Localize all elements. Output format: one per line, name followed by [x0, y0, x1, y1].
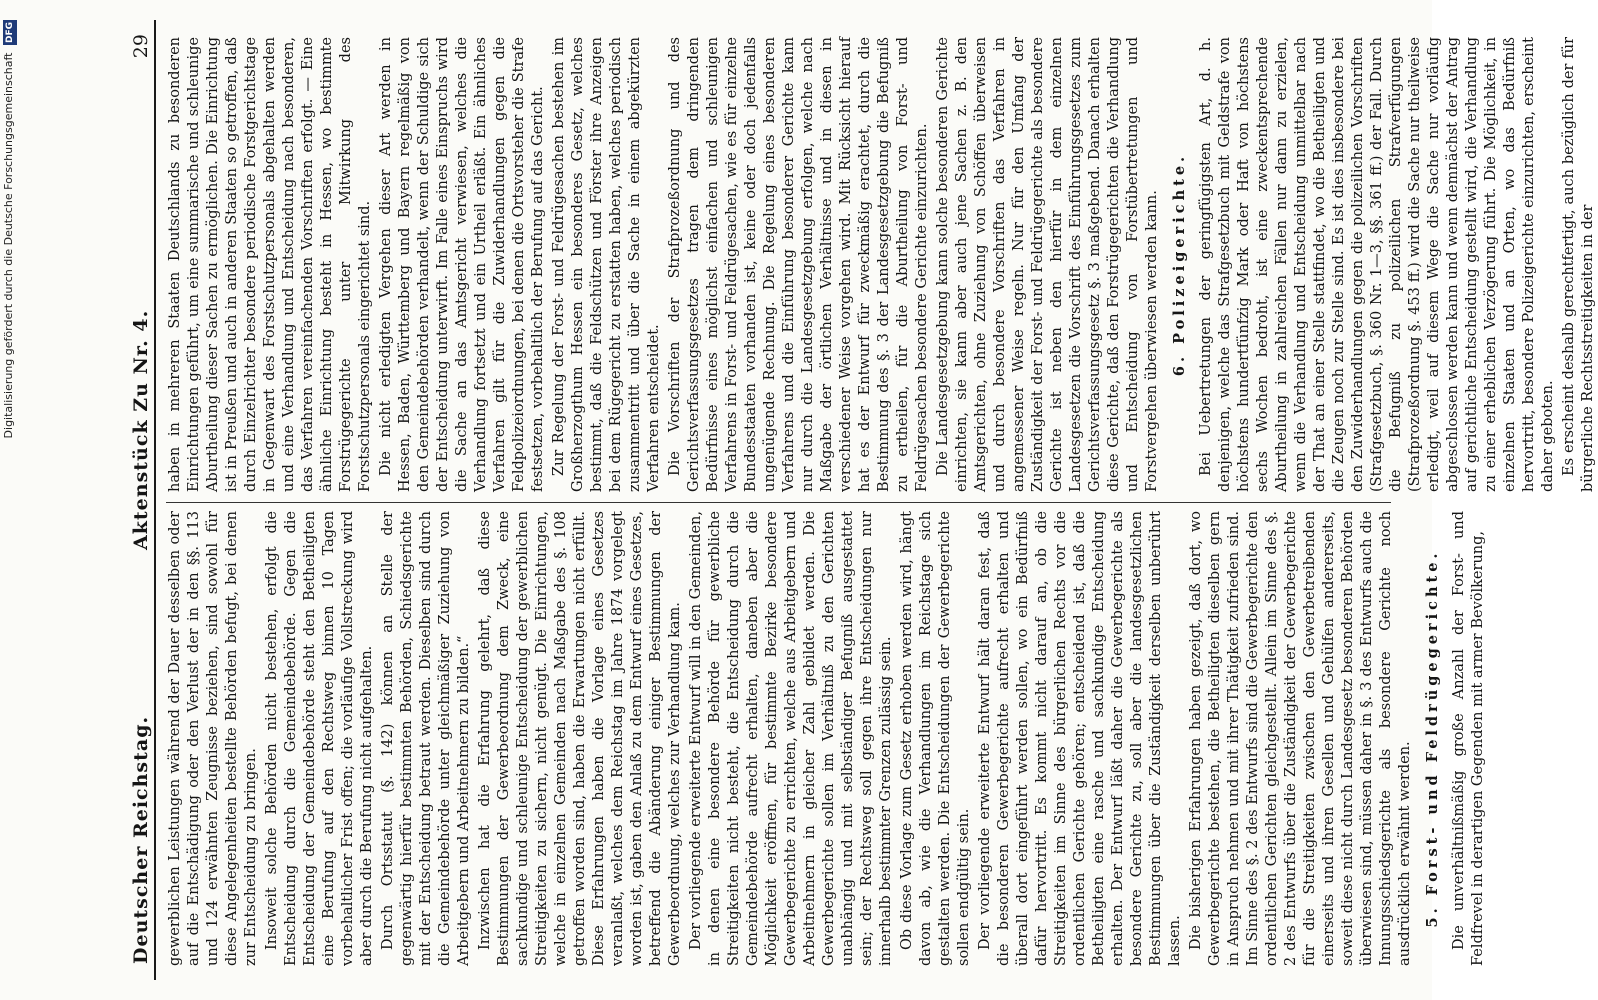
paragraph: Insoweit solche Behörden nicht bestehen, erfolgt die Entscheidung durch die Gemeindebehörde. Gegen die Entscheidung der Gemeindebehörde steht den Betheiligten eine Berufung auf den Rechtsweg binnen 10 Tagen vorbehaltlicher Frist offen; die vorläufige Vollstreckung wird aber durch die Berufung nicht aufgehalten. — [264, 511, 375, 966]
paragraph: Die bisherigen Erfahrungen haben gezeigt, daß dort, wo Gewerbegerichte bestehen, die Betheiligten dieselben gern in Anspruch nehmen und mit ihrer Thätigkeit zufrieden sind. Im Sinne des §. 2 des Entwurfs sind die Gewerbegerichte den ordentlichen Gerichten gleichgestellt. Allein im Sinne des §. 2 des Entwurfs über die Zuständigkeit der Gewerbegerichte für die Streitigkeiten zwischen den Gewerbetreibenden einerseits und ihren Gesellen und Gehülfen andererseits, soweit diese nicht durch Landesgesetz besonderen Behörden überwiesen sind, müssen daher in §. 3 des Entwurfs auch die Innungsschiedsgerichte als besondere Gerichte noch ausdrücklich erwähnt werden. — [1188, 511, 1413, 966]
running-head-document-number: Aktenstück Zu Nr. 4. — [130, 309, 152, 550]
text-column-right — [166, 37, 1596, 492]
paragraph: Durch Ortsstatut (§. 142) können an Stelle der gegenwärtig hierfür bestimmten Behörden, Schiedsgerichte mit der Entscheidung betraut werden. Dieselben sind durch die Gemeindebehörde unter gleichmäßiger Zuziehung von Arbeitgebern und Arbeitnehmern zu bilden.“ — [380, 511, 472, 966]
digitization-footer — [2, 20, 16, 995]
paragraph: gewerblichen Leistungen während der Dauer desselben oder auf die Entschädigung oder den Verlust der in den §§. 113 und 124 erwähnten Zeugnisse beziehen, sind sowohl für diese Angelegenheiten bestellte Behörden befugt, bei denen zur Entscheidung zu bringen. — [167, 511, 259, 966]
scanned-page — [130, 20, 1596, 980]
paragraph: Die Vorschriften der Strafprozeßordnung und des Gerichtsverfassungsgesetzes tragen dem dringenden Bedürfnisse eines möglichst einfachen und schleunigen Verfahrens in Forst- und Feldrügesachen, wie es für einzelne Bundesstaaten vorhanden ist, keine oder doch jedenfalls ungenügende Rechnung. Die Regelung eines besonderen Verfahrens und die Einführung besonderer Gerichte kann nur durch die Landesgesetzgebung erfolgen, welche nach Maßgabe der örtlichen Verhältnisse und in diesen in verschiedener Weise vorgehen wird. Mit Rücksicht hierauf hat es der Entwurf für zweckmäßig erachtet, durch die Bestimmung des §. 3 der Landesgesetzgebung die Befugniß zu ertheilen, für die Aburtheilung von Forst- und Feldrügesachen besondere Gerichte einzurichten. — [667, 37, 930, 492]
section-heading: 6. Polizeigerichte. — [1171, 152, 1188, 377]
digitization-note: Digitalisierung gefördert durch die Deutsche Forschungsgemeinschaft — [2, 52, 15, 439]
paragraph: Inzwischen hat die Erfahrung gelehrt, daß diese Bestimmungen der Gewerbeordnung dem Zweck, eine sachkundige und schleunige Entscheidung der gewerblichen Streitigkeiten zu sichern, nicht genügt. Die Einrichtungen, welche in einzelnen Gemeinden nach Maßgabe des §. 108 getroffen worden sind, haben die Erwartungen nicht erfüllt. Diese Erfahrungen haben die Vorlage eines Gesetzes veranlaßt, welches dem Reichstag im Jahre 1874 vorgelegt worden ist, gaben den Anlaß zu dem Entwurf eines Gesetzes, betreffend die Abänderung einiger Bestimmungen der Gewerbeordnung, welches zur Verhandlung kam. — [477, 511, 683, 966]
paragraph: Der vorliegende erweiterte Entwurf hält daran fest, daß die besonderen Gewerbegerichte aufrecht erhalten und überall dort eingeführt werden sollen, wo ein Bedürfniß dafür hervortritt. Es kommt nicht darauf an, ob die Streitigkeiten im Sinne des bürgerlichen Rechts vor die ordentlichen Gerichte gehören; entscheidend ist, daß die Betheiligten eine rasche und sachkundige Entscheidung erhalten. Der Entwurf läßt daher die Gewerbegerichte als besondere Gerichte zu, soll aber die landesgesetzlichen Bestimmungen über die Zuständigkeit derselben unberührt lassen. — [977, 511, 1183, 966]
paragraph: Bei Uebertretungen der geringfügigsten Art, d. h. denjenigen, welche das Strafgesetzbuch mit Geldstrafe von höchstens hundertfünfzig Mark oder Haft von höchstens sechs Wochen bedroht, ist eine zweckentsprechende Aburtheilung in zahlreichen Fällen nur dann zu erzielen, wenn die Verhandlung und Entscheidung unmittelbar nach der That an einer Stelle stattfindet, wo die Betheiligten und die Zeugen noch zur Stelle sind. Es ist dies insbesondere bei den Zuwiderhandlungen gegen die polizeilichen Vorschriften (Strafgesetzbuch, §. 360 Nr. 1—3, §§. 361 ff.) der Fall. Durch die Befugniß zu polizeilichen Strafverfügungen (Strafprozeßordnung §. 453 ff.) wird die Sache nur theilweise erledigt, weil auf diesem Wege die Sache nur vorläufig abgeschlossen werden kann und wenn demnächst der Antrag auf gerichtliche Entscheidung gestellt wird, die Verhandlung zu einer erheblichen Verzögerung führt. Die Möglichkeit, in einzelnen Staaten und an Orten, wo das Bedürfniß hervortritt, besondere Polizeigerichte einzurichten, erscheint daher geboten. — [1198, 37, 1556, 492]
footer-text — [2, 20, 16, 995]
text-column-left — [166, 511, 1486, 966]
paragraph: Zur Regelung der Forst- und Feldrügesachen bestehen im Großherzogthum Hessen ein besonderes Gesetz, welches bestimmt, daß die Feldschützen und Förster ihre Anzeigen bei dem Rügegericht zu erstatten haben, welches periodisch zusammentritt und über die Sache in einem abgekürzten Verfahren entscheidet. — [551, 37, 662, 492]
running-head — [130, 20, 156, 980]
section-heading: 5. Forst- und Feldrügegerichte. — [1424, 549, 1441, 928]
paragraph: Die unverhältnißmäßig große Anzahl der Forst- und Feldfrevel in derartigen Gegenden mit armer Bevölkerung, — [1451, 511, 1486, 966]
column-divider — [166, 502, 1391, 503]
paragraph: Die nicht erledigten Vergehen dieser Art werden in Hessen, Baden, Württemberg und Bayern regelmäßig von den Gemeindebehörden verhandelt, wenn der Schuldige sich der Entscheidung unterwirft. Im Falle eines Einspruchs wird die Sache an das Amtsgericht verwiesen, welches die Verhandlung fortsetzt und ein Urtheil erläßt. Ein ähnliches Verfahren gilt für die Zuwiderhandlungen gegen die Feldpolizeiordnungen, bei denen die Ortsvorsteher die Strafe festsetzen, vorbehaltlich der Berufung auf das Gericht. — [378, 37, 546, 492]
paragraph: Die Landesgesetzgebung kann solche besonderen Gerichte einrichten, sie kann aber auch jene Sachen z. B. den Amtsgerichten, ohne Zuziehung von Schöffen überweisen und durch besondere Vorschriften das Verfahren in angemessener Weise regeln. Nur für den Umfang der Zuständigkeit der Forst- und Feldrügegerichte als besondere Gerichte ist neben den hierfür in dem einzelnen Landesgesetzen die Vorschrift des Einführungsgesetzes zum Gerichtsverfassungsgesetz §. 3 maßgebend. Danach erhalten diese Gerichte, daß den Forstrügegerichten die Verhandlung und Entscheidung von Forstübertretungen und Forstvergehen überwiesen werden kann. — [935, 37, 1160, 492]
page-number: 29 — [130, 34, 152, 59]
dfg-logo: DFG — [5, 22, 15, 44]
paragraph: Es erscheint deshalb gerechtfertigt, auch bezüglich der für bürgerliche Rechtsstreitigkeiten in der — [1561, 37, 1596, 492]
paragraph: Ob diese Vorlage zum Gesetz erhoben werden wird, hängt davon ab, wie die Verhandlungen im Reichstage sich gestalten werden. Die Entscheidungen der Gewerbegerichte sollen endgültig sein. — [899, 511, 972, 966]
paragraph: haben in mehreren Staaten Deutschlands zu besonderen Einrichtungen geführt, um eine summarische und schleunige Aburtheilung dieser Sachen zu ermöglichen. Die Einrichtung ist in Preußen und auch in anderen Staaten so getroffen, daß durch Einzelrichter besondere periodische Forstgerichtstage in Gegenwart des Forstschutzpersonals abgehalten werden und eine Verhandlung und Entscheidung nach besonderen, das Verfahren vereinfachenden Vorschriften erfolgt. — Eine ähnliche Einrichtung besteht in Hessen, wo bestimmte Forstrügegerichte unter Mitwirkung des Forstschutzpersonals eingerichtet sind. — [167, 37, 373, 492]
paragraph: Der vorliegende erweiterte Entwurf will in den Gemeinden, in denen eine besondere Behörde für gewerbliche Streitigkeiten nicht besteht, die Entscheidung durch die Gemeindebehörde aufrecht erhalten, daneben aber die Möglichkeit eröffnen, für bestimmte Bezirke besondere Gewerbegerichte zu errichten, welche aus Arbeitgebern und Arbeitnehmern in gleicher Zahl gebildet werden. Die Gewerbegerichte sollen im Verhältniß zu den Gerichten unabhängig und mit selbständiger Befugniß ausgestattet sein; der Rechtsweg soll gegen ihre Entscheidungen nur innerhalb bestimmter Grenzen zulässig sein. — [688, 511, 894, 966]
running-head-title: Deutscher Reichstag. — [130, 715, 152, 964]
